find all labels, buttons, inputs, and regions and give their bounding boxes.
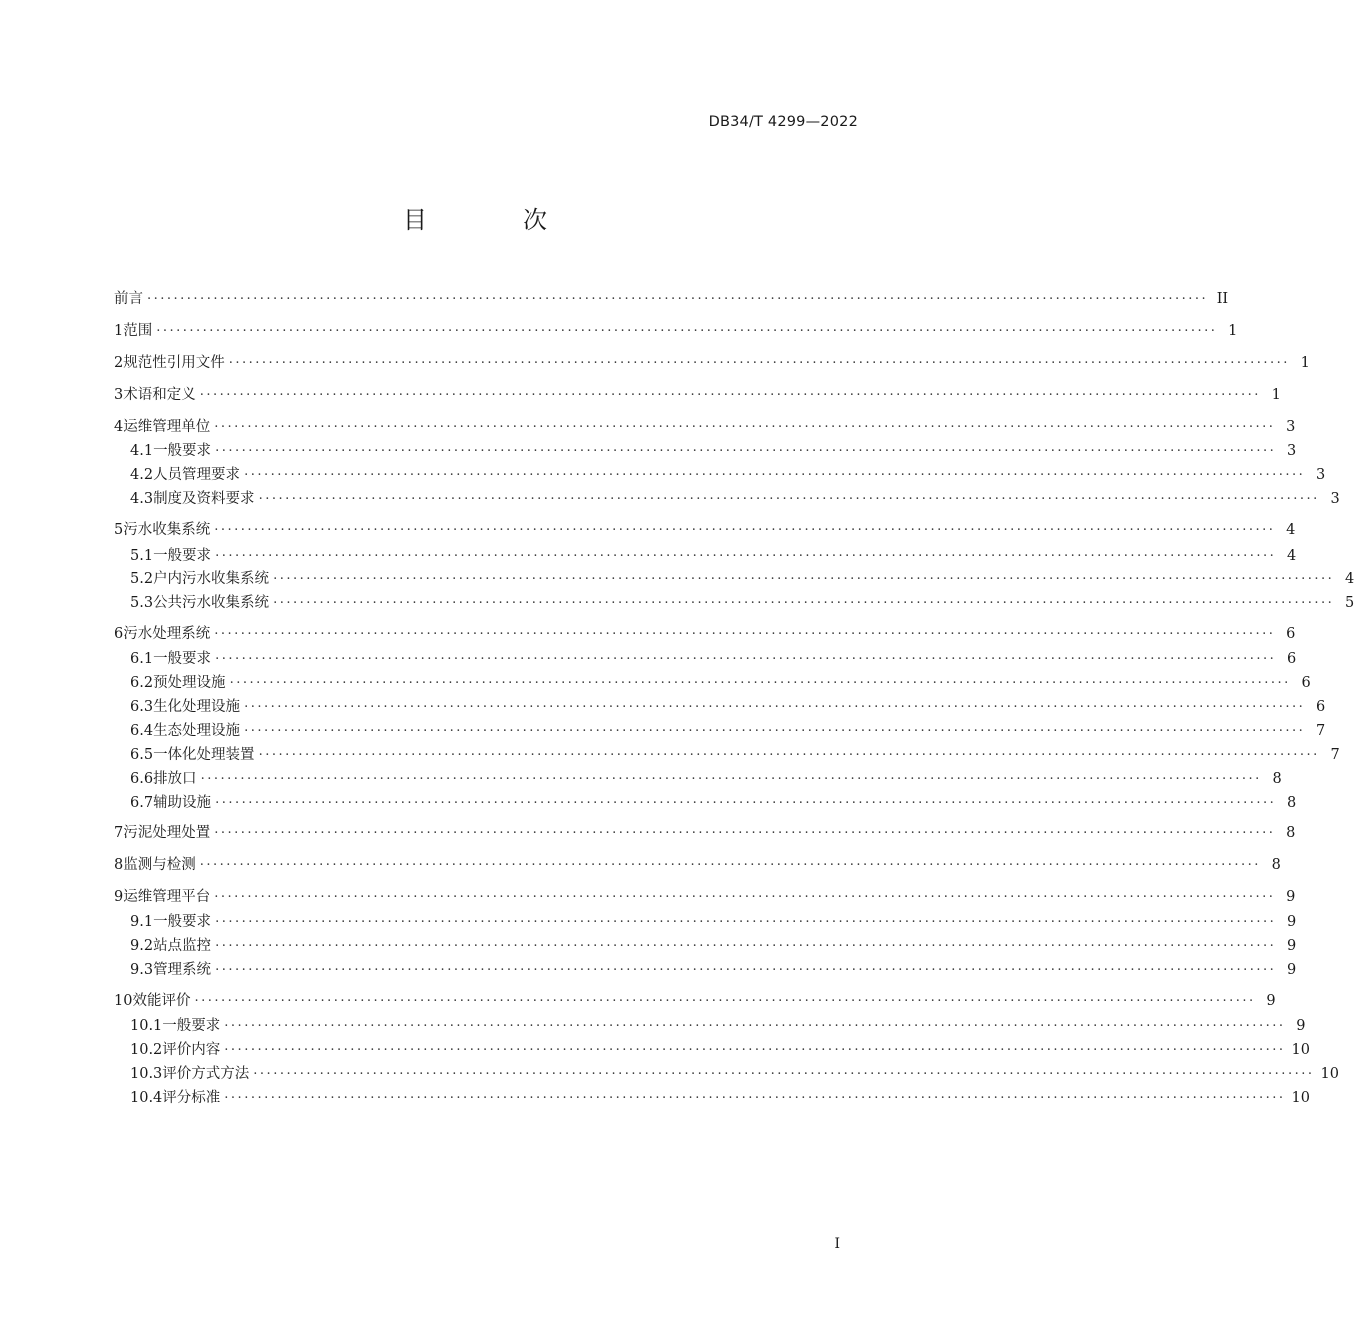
toc-entry-number: 9.3 (130, 962, 154, 978)
toc-entry-page: 10 (1291, 1090, 1310, 1106)
toc-entry-page: 9 (1266, 993, 1276, 1009)
toc-entry-page: 3 (1330, 491, 1340, 507)
toc-entry-page: 8 (1272, 771, 1282, 787)
toc-entry[interactable] (114, 384, 1281, 406)
dot-leader: ................................................................................................................................................................ (228, 352, 1290, 367)
toc-entry-number: 9.2 (130, 938, 154, 954)
toc-entry-label: 一体化处理装置 (153, 747, 255, 763)
toc-entry[interactable] (130, 1087, 1310, 1109)
toc-entry-label: 一般要求 (153, 651, 212, 667)
dot-leader: ................................................................................................................................................................ (199, 854, 1261, 869)
toc-entry[interactable] (130, 768, 1282, 790)
dot-leader: ................................................................................................................................................................ (147, 288, 1209, 303)
toc-entry[interactable] (130, 935, 1297, 957)
toc-entry-page: 3 (1316, 467, 1326, 483)
toc-entry-label: 一般要求 (153, 914, 212, 930)
toc-entry[interactable] (130, 792, 1297, 814)
toc-entry-label: 一般要求 (153, 443, 212, 459)
toc-entry[interactable] (114, 416, 1296, 438)
toc-entry-label: 评分标准 (162, 1090, 221, 1106)
toc-entry[interactable] (114, 822, 1296, 844)
toc-entry-number: 10 (114, 993, 133, 1009)
toc-entry-label: 运维管理单位 (123, 419, 211, 435)
dot-leader: ................................................................................................................................................................ (214, 886, 1276, 901)
toc-entry-number: 6 (114, 626, 124, 642)
dot-leader: ................................................................................................................................................................ (258, 488, 1320, 503)
dot-leader: ................................................................................................................................................................ (273, 568, 1335, 583)
dot-leader: ................................................................................................................................................................ (214, 822, 1276, 837)
dot-leader: ................................................................................................................................................................ (253, 1063, 1315, 1078)
toc-entry-label: 污水收集系统 (123, 522, 211, 538)
dot-leader: ................................................................................................................................................................ (215, 545, 1277, 560)
toc-entry-number: 3 (114, 387, 124, 403)
toc-entry[interactable] (114, 352, 1310, 374)
toc-entry-page: 10 (1320, 1066, 1339, 1082)
toc-entry-page: 9 (1287, 962, 1297, 978)
toc-entry[interactable] (130, 464, 1326, 486)
toc-entry-label: 预处理设施 (153, 675, 226, 691)
document-code: DB34/T 4299—2022 (708, 114, 858, 130)
toc-entry-number: 4.2 (130, 467, 154, 483)
toc-entry-page: II (1216, 291, 1229, 307)
toc-entry-number: 6.7 (130, 795, 154, 811)
toc-entry-page: 1 (1228, 323, 1238, 339)
toc-entry-page: 9 (1287, 938, 1297, 954)
toc-entry-label: 公共污水收集系统 (153, 595, 270, 611)
toc-entry[interactable] (130, 1039, 1310, 1061)
toc-entry-number: 9 (114, 889, 124, 905)
dot-leader: ................................................................................................................................................................ (199, 384, 1261, 399)
dot-leader: ................................................................................................................................................................ (244, 696, 1306, 711)
toc-entry-label: 评价内容 (162, 1042, 221, 1058)
toc-entry-label: 一般要求 (162, 1018, 221, 1034)
toc-entry[interactable] (114, 854, 1281, 876)
dot-leader: ................................................................................................................................................................ (215, 911, 1277, 926)
toc-entry-label: 监测与检测 (123, 857, 196, 873)
toc-entry-page: 3 (1286, 419, 1296, 435)
toc-entry-label: 污水处理系统 (123, 626, 211, 642)
toc-entry[interactable] (130, 672, 1311, 694)
toc-entry-label: 制度及资料要求 (153, 491, 255, 507)
toc-entry-number: 10.2 (130, 1042, 163, 1058)
toc-entry-page: 4 (1286, 522, 1296, 538)
toc-entry[interactable] (130, 568, 1354, 590)
toc-entry[interactable] (130, 488, 1340, 510)
toc-entry[interactable] (114, 623, 1296, 645)
toc-entry-label: 术语和定义 (123, 387, 196, 403)
toc-entry-page: 5 (1345, 595, 1354, 611)
toc-entry-number: 5 (114, 522, 124, 538)
toc-entry[interactable] (130, 1015, 1306, 1037)
toc-entry-page: 9 (1296, 1018, 1306, 1034)
toc-entry-page: 6 (1287, 651, 1297, 667)
toc-entry-page: 7 (1330, 747, 1340, 763)
dot-leader: ................................................................................................................................................................ (229, 672, 1291, 687)
page-number: I (834, 1236, 840, 1252)
dot-leader: ................................................................................................................................................................ (273, 592, 1335, 607)
dot-leader: ................................................................................................................................................................ (214, 623, 1276, 638)
dot-leader: ................................................................................................................................................................ (156, 320, 1218, 335)
toc-entry-label: 站点监控 (153, 938, 212, 954)
toc-entry-label: 辅助设施 (153, 795, 212, 811)
dot-leader: ................................................................................................................................................................ (214, 519, 1276, 534)
toc-entry-number: 6.4 (130, 723, 154, 739)
toc-entry[interactable] (114, 990, 1276, 1012)
toc-entry-label: 污泥处理处置 (123, 825, 211, 841)
dot-leader: ................................................................................................................................................................ (224, 1087, 1286, 1102)
toc-entry-label: 排放口 (153, 771, 197, 787)
dot-leader: ................................................................................................................................................................ (215, 440, 1277, 455)
toc-entry[interactable] (130, 648, 1297, 670)
toc-entry-number: 4.1 (130, 443, 154, 459)
toc-entry-page: 6 (1301, 675, 1311, 691)
toc-entry-label: 前言 (114, 291, 143, 307)
dot-leader: ................................................................................................................................................................ (200, 768, 1262, 783)
toc-entry-label: 生化处理设施 (153, 699, 241, 715)
toc-entry-number: 6.1 (130, 651, 154, 667)
toc-entry-number: 7 (114, 825, 124, 841)
toc-entry[interactable] (114, 519, 1296, 541)
toc-entry-label: 生态处理设施 (153, 723, 241, 739)
toc-title: 目 次 (403, 206, 583, 234)
toc-entry-number: 10.4 (130, 1090, 163, 1106)
toc-entry-number: 6.5 (130, 747, 154, 763)
toc-entry-number: 10.1 (130, 1018, 163, 1034)
dot-leader: ................................................................................................................................................................ (244, 720, 1306, 735)
toc-entry-label: 人员管理要求 (153, 467, 241, 483)
toc-entry-number: 8 (114, 857, 124, 873)
toc-entry-label: 规范性引用文件 (123, 355, 225, 371)
toc-entry-number: 4.3 (130, 491, 154, 507)
toc-entry[interactable] (130, 744, 1340, 766)
dot-leader: ................................................................................................................................................................ (224, 1039, 1286, 1054)
toc-entry[interactable] (130, 592, 1354, 614)
toc-entry-label: 评价方式方法 (162, 1066, 250, 1082)
dot-leader: ................................................................................................................................................................ (258, 744, 1320, 759)
toc-entry-page: 6 (1316, 699, 1326, 715)
toc-entry-number: 5.2 (130, 571, 154, 587)
toc-entry[interactable] (130, 545, 1297, 567)
toc-entry-number: 5.1 (130, 548, 154, 564)
toc-entry[interactable] (114, 320, 1238, 342)
toc-entry-page: 8 (1287, 795, 1297, 811)
dot-leader: ................................................................................................................................................................ (215, 648, 1277, 663)
toc-entry-number: 4 (114, 419, 124, 435)
toc-entry[interactable] (130, 959, 1297, 981)
toc-entry-number: 6.2 (130, 675, 154, 691)
toc-entry-number: 6.3 (130, 699, 154, 715)
toc-entry[interactable] (130, 440, 1297, 462)
toc-entry[interactable] (130, 911, 1297, 933)
toc-entry-number: 10.3 (130, 1066, 163, 1082)
toc-entry-page: 1 (1271, 387, 1281, 403)
toc-entry[interactable] (130, 696, 1326, 718)
toc-entry-label: 运维管理平台 (123, 889, 211, 905)
toc-entry-page: 4 (1287, 548, 1297, 564)
toc-entry-label: 效能评价 (132, 993, 191, 1009)
toc-entry-label: 户内污水收集系统 (153, 571, 270, 587)
dot-leader: ................................................................................................................................................................ (224, 1015, 1286, 1030)
toc-entry-page: 1 (1300, 355, 1310, 371)
toc-entry-label: 范围 (123, 323, 153, 339)
toc-entry-number: 6.6 (130, 771, 154, 787)
toc-entry[interactable] (130, 1063, 1339, 1085)
toc-entry-page: 3 (1287, 443, 1297, 459)
dot-leader: ................................................................................................................................................................ (214, 416, 1276, 431)
dot-leader: ................................................................................................................................................................ (215, 935, 1277, 950)
toc-entry-number: 1 (114, 323, 124, 339)
toc-entry-page: 8 (1271, 857, 1281, 873)
toc-entry-page: 4 (1345, 571, 1354, 587)
dot-leader: ................................................................................................................................................................ (215, 792, 1277, 807)
toc-entry[interactable] (114, 886, 1296, 908)
toc-entry-label: 一般要求 (153, 548, 212, 564)
toc-entry-number: 9.1 (130, 914, 154, 930)
toc-entry-page: 10 (1291, 1042, 1310, 1058)
toc-entry[interactable] (114, 288, 1229, 310)
toc-entry-page: 6 (1286, 626, 1296, 642)
toc-entry-page: 7 (1316, 723, 1326, 739)
toc-entry-number: 5.3 (130, 595, 154, 611)
toc-entry-label: 管理系统 (153, 962, 212, 978)
toc-entry[interactable] (130, 720, 1326, 742)
dot-leader: ................................................................................................................................................................ (194, 990, 1256, 1005)
toc-entry-number: 2 (114, 355, 124, 371)
toc-entry-page: 8 (1286, 825, 1296, 841)
dot-leader: ................................................................................................................................................................ (244, 464, 1306, 479)
toc-entry-page: 9 (1286, 889, 1296, 905)
toc-entry-page: 9 (1287, 914, 1297, 930)
dot-leader: ................................................................................................................................................................ (215, 959, 1277, 974)
